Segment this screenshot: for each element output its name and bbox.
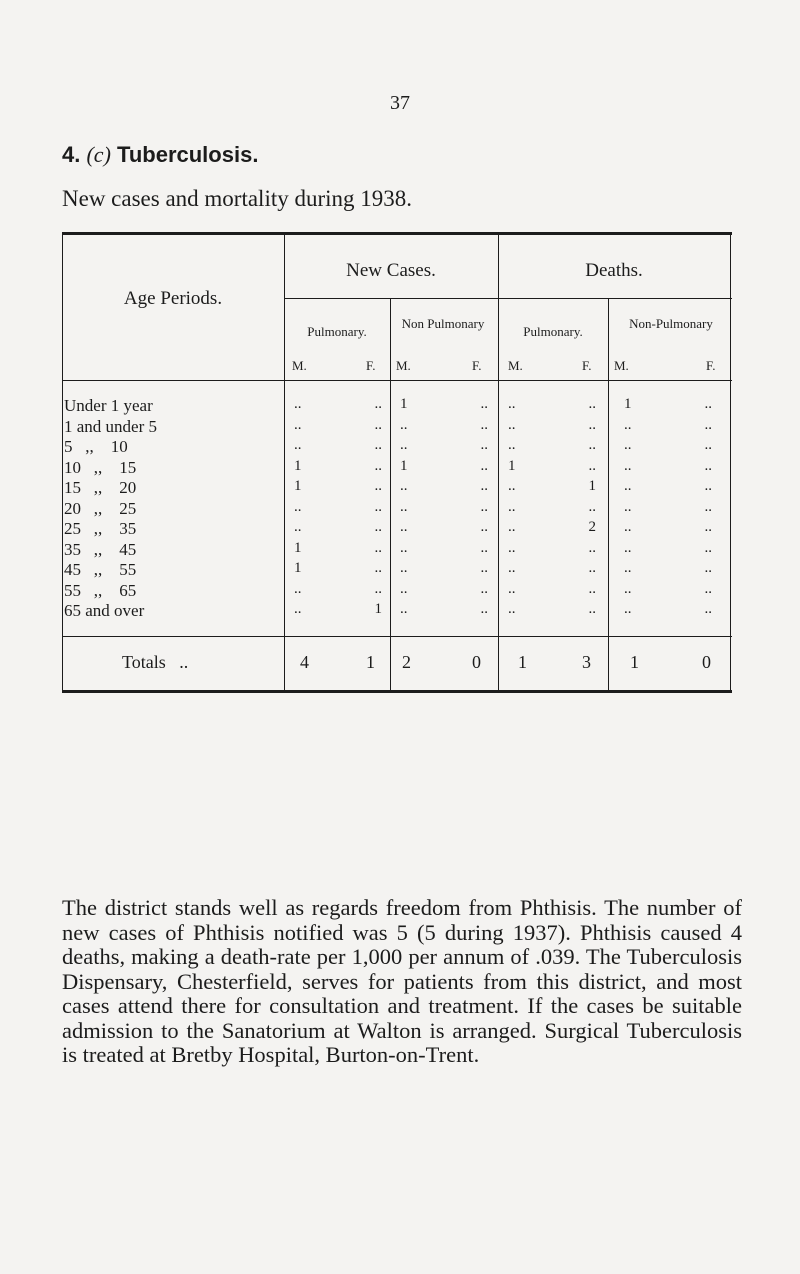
male-value: .. — [294, 498, 302, 515]
data-cell — [502, 519, 602, 536]
new-cases-header: New Cases. — [346, 260, 436, 281]
data-cell — [618, 396, 718, 413]
data-cell — [502, 396, 602, 413]
data-cell — [502, 478, 602, 495]
section-number: 4. — [62, 142, 81, 167]
data-cell — [618, 478, 718, 495]
data-cell — [502, 601, 602, 618]
male-value: .. — [508, 478, 516, 494]
male-value: .. — [294, 416, 302, 433]
data-cell — [394, 540, 494, 557]
female-value: .. — [480, 498, 488, 515]
total-value: 3 — [582, 652, 591, 672]
total-value: 4 — [300, 652, 309, 672]
male-value: 1 — [508, 457, 516, 474]
col-rule-3 — [498, 232, 499, 692]
female-value: .. — [704, 396, 712, 412]
male-value: .. — [400, 519, 408, 535]
male-value: .. — [294, 396, 302, 412]
male-value: .. — [508, 416, 516, 433]
female-value: .. — [704, 416, 712, 433]
female-value: .. — [374, 560, 382, 576]
female-value: .. — [480, 396, 488, 412]
male-value: .. — [624, 580, 632, 597]
female-value: .. — [704, 580, 712, 597]
data-cell — [502, 540, 602, 557]
mf-label: F. — [706, 358, 716, 373]
female-value: .. — [374, 539, 382, 556]
data-cell — [502, 437, 602, 454]
data-cell — [288, 499, 388, 516]
female-value: .. — [374, 580, 382, 597]
male-value: .. — [400, 498, 408, 515]
data-cell — [394, 417, 494, 434]
age-period-cell: 65 and over — [64, 601, 145, 620]
female-value: .. — [588, 416, 596, 433]
female-value: .. — [588, 437, 596, 453]
male-value: 1 — [294, 560, 302, 576]
data-cell — [618, 540, 718, 557]
subheader-deaths-non-pulmonary: Non-Pulmonary — [629, 316, 713, 331]
data-cell — [288, 417, 388, 434]
female-value: .. — [480, 580, 488, 597]
header-mid-rule — [284, 298, 732, 299]
data-cell — [394, 499, 494, 516]
total-value: 1 — [518, 652, 527, 672]
age-period-cell: Under 1 year — [64, 396, 153, 415]
header-bottom-rule — [62, 380, 732, 381]
mf-label: M. — [508, 358, 523, 373]
female-value: .. — [588, 539, 596, 556]
female-value: .. — [480, 560, 488, 576]
data-cell — [618, 560, 718, 577]
female-value: .. — [704, 601, 712, 617]
male-value: .. — [508, 519, 516, 535]
total-value: 2 — [402, 652, 411, 672]
male-value: .. — [624, 457, 632, 474]
col-rule-1 — [284, 232, 285, 692]
female-value: .. — [704, 498, 712, 515]
data-cell — [288, 519, 388, 536]
total-value: 0 — [702, 652, 711, 672]
data-cell — [618, 499, 718, 516]
male-value: .. — [400, 437, 408, 453]
male-value: .. — [400, 416, 408, 433]
female-value: .. — [374, 416, 382, 433]
male-value: 1 — [624, 396, 632, 412]
page-number: 37 — [390, 92, 410, 114]
male-value: .. — [508, 560, 516, 576]
male-value: .. — [400, 560, 408, 576]
section-title: Tuberculosis. — [117, 142, 259, 167]
female-value: .. — [374, 519, 382, 535]
data-cell — [502, 560, 602, 577]
male-value: .. — [294, 437, 302, 453]
female-value: .. — [480, 478, 488, 494]
age-periods-header: Age Periods. — [123, 288, 223, 309]
female-value: .. — [704, 478, 712, 494]
male-value: .. — [624, 416, 632, 433]
totals-label: Totals .. — [122, 652, 189, 672]
male-value: .. — [400, 539, 408, 556]
data-cell — [502, 581, 602, 598]
body-paragraph: The district stands well as regards freedom from Phthisis. The number of new cases of Phthisis notified was 5 (5 during 1937). Phthisis caused 4 deaths, making a death-rate per 1,000 per annum of .039. The Tuberculosis Dispensary, Chesterfield, serves for patients from this district, and most cases attend there for consultation and treatment. If the cases be suitable admission to the Sanatorium at Walton is arranged. Surgical Tuberculosis is treated at Bretby Hospital, Burton-on-Trent. — [62, 895, 742, 1067]
mf-label: F. — [366, 358, 376, 373]
mf-label: F. — [472, 358, 482, 373]
male-value: .. — [624, 437, 632, 453]
age-period-cell: 35 ,, 45 — [64, 539, 137, 559]
data-cell — [394, 560, 494, 577]
male-value: .. — [508, 437, 516, 453]
male-value: 1 — [294, 457, 302, 474]
data-cell — [618, 519, 718, 536]
subheader-new-non-pulmonary: Non Pulmonary — [401, 316, 485, 331]
male-value: 1 — [294, 478, 302, 494]
data-cell — [288, 396, 388, 413]
data-cell — [618, 601, 718, 618]
female-value: .. — [480, 437, 488, 453]
age-period-cell: 25 ,, 35 — [64, 519, 137, 538]
table-subtitle: New cases and mortality during 1938. — [62, 186, 413, 211]
data-cell — [618, 417, 718, 434]
totals-top-rule — [62, 636, 732, 637]
data-cell — [394, 396, 494, 413]
data-cell — [288, 437, 388, 454]
female-value: 2 — [588, 519, 596, 535]
data-cell — [288, 458, 388, 475]
male-value: .. — [624, 498, 632, 515]
male-value: .. — [294, 601, 302, 617]
male-value: .. — [624, 478, 632, 494]
male-value: .. — [294, 519, 302, 535]
female-value: .. — [374, 478, 382, 494]
mf-label: F. — [582, 358, 592, 373]
female-value: 1 — [374, 601, 382, 617]
age-period-cell: 20 ,, 25 — [64, 498, 137, 518]
mf-label: M. — [292, 358, 307, 373]
table-bottom-rule — [62, 690, 732, 693]
female-value: .. — [588, 498, 596, 515]
data-cell — [288, 560, 388, 577]
male-value: .. — [294, 580, 302, 597]
subheader-new-pulmonary: Pulmonary. — [307, 324, 367, 339]
col-rule-4 — [608, 298, 609, 692]
female-value: .. — [588, 601, 596, 617]
data-cell — [502, 458, 602, 475]
male-value: .. — [508, 580, 516, 597]
female-value: .. — [480, 539, 488, 556]
total-value: 0 — [472, 652, 481, 672]
data-cell — [394, 581, 494, 598]
male-value: 1 — [400, 457, 408, 474]
female-value: .. — [374, 396, 382, 412]
subheader-deaths-pulmonary: Pulmonary. — [523, 324, 583, 339]
female-value: .. — [588, 457, 596, 474]
age-period-cell: 5 ,, 10 — [64, 437, 128, 456]
col-rule-2 — [390, 298, 391, 692]
data-cell — [288, 581, 388, 598]
data-cell — [394, 437, 494, 454]
female-value: 1 — [588, 478, 596, 494]
age-period-cell: 55 ,, 65 — [64, 580, 137, 600]
male-value: .. — [508, 498, 516, 515]
age-period-cell: 15 ,, 20 — [64, 478, 137, 497]
data-cell — [288, 540, 388, 557]
female-value: .. — [588, 560, 596, 576]
data-cell — [618, 581, 718, 598]
male-value: .. — [624, 519, 632, 535]
table-top-rule — [62, 232, 732, 235]
data-cell — [394, 478, 494, 495]
right-rule — [730, 232, 731, 692]
tuberculosis-table — [62, 232, 732, 872]
age-period-cell: 45 ,, 55 — [64, 560, 137, 579]
data-cell — [502, 499, 602, 516]
female-value: .. — [588, 396, 596, 412]
male-value: .. — [508, 539, 516, 556]
data-cell — [618, 458, 718, 475]
female-value: .. — [588, 580, 596, 597]
male-value: 1 — [294, 539, 302, 556]
total-value: 1 — [366, 652, 375, 672]
female-value: .. — [374, 498, 382, 515]
age-period-cell: 10 ,, 15 — [64, 457, 137, 477]
section-letter: (c) — [86, 142, 111, 167]
female-value: .. — [704, 539, 712, 556]
data-cell — [288, 601, 388, 618]
female-value: .. — [704, 519, 712, 535]
male-value: .. — [400, 478, 408, 494]
male-value: .. — [508, 601, 516, 617]
data-cell — [394, 601, 494, 618]
male-value: .. — [400, 601, 408, 617]
data-cell — [288, 478, 388, 495]
male-value: .. — [624, 601, 632, 617]
male-value: .. — [508, 396, 516, 412]
data-cell — [394, 519, 494, 536]
total-value: 1 — [630, 652, 639, 672]
female-value: .. — [480, 601, 488, 617]
female-value: .. — [480, 416, 488, 433]
female-value: .. — [704, 437, 712, 453]
data-cell — [502, 417, 602, 434]
male-value: 1 — [400, 396, 408, 412]
female-value: .. — [480, 519, 488, 535]
mf-label: M. — [614, 358, 629, 373]
female-value: .. — [374, 457, 382, 474]
data-cell — [618, 437, 718, 454]
deaths-header: Deaths. — [585, 260, 643, 281]
female-value: .. — [704, 457, 712, 474]
male-value: .. — [400, 580, 408, 597]
section-heading — [62, 142, 258, 168]
male-value: .. — [624, 539, 632, 556]
male-value: .. — [624, 560, 632, 576]
female-value: .. — [704, 560, 712, 576]
female-value: .. — [374, 437, 382, 453]
age-period-cell: 1 and under 5 — [64, 416, 158, 436]
female-value: .. — [480, 457, 488, 474]
data-cell — [394, 458, 494, 475]
mf-label: M. — [396, 358, 411, 373]
